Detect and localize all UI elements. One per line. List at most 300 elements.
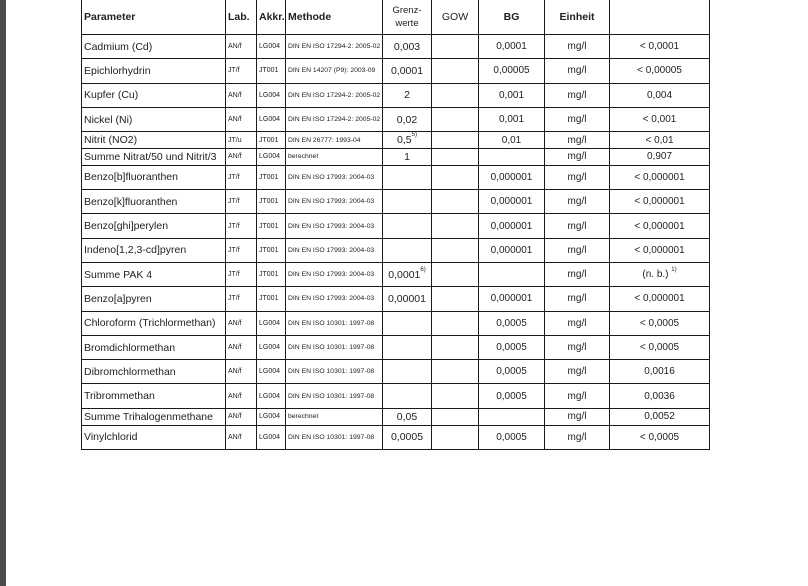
result-cell-text: < 0,0005 [639,317,680,329]
methode-cell-text: DIN EN ISO 17294-2: 2005-02 [288,43,381,51]
bg-cell [479,238,545,262]
methode-cell-text: DIN EN 26777: 1993-04 [288,136,361,144]
gow-cell [432,190,479,214]
result-cell-text: 0,0052 [644,411,675,423]
gow-cell [432,59,479,83]
gow-cell [432,35,479,59]
bg-cell-text: 0,000001 [490,196,533,208]
akkr-cell-text: LG004 [259,433,281,441]
bg-cell-text: 0,001 [498,114,525,126]
lab-cell-text: AN/f [228,368,242,376]
result-cell-text: < 0,000001 [634,220,685,232]
einheit-cell [545,335,610,359]
akkr-cell [257,165,286,189]
lab-cell-text: JT/f [228,222,240,230]
akkr-cell [257,190,286,214]
akkr-cell [257,132,286,149]
methode-cell-text: DIN EN ISO 10301: 1997-08 [288,319,375,327]
result-cell-text: < 0,000001 [634,293,685,305]
akkr-cell-text: JT001 [259,198,279,206]
bg-cell [479,148,545,165]
parameter-cell-text: Vinylchlorid [84,431,138,444]
table-row [82,384,710,408]
bg-cell-text: 0,001 [498,89,525,101]
parameter-cell-text: Summe Nitrat/50 und Nitrit/3 [84,150,217,163]
bg-cell [479,408,545,425]
result-cell-text: < 0,0005 [639,342,680,353]
einheit-cell [545,425,610,449]
grenzwert-cell-text: 2 [404,89,410,102]
methode-cell [286,35,383,59]
einheit-cell-text: mg/l [567,89,587,101]
lab-cell [226,35,257,59]
akkr-cell-text: JT001 [259,136,279,144]
akkr-cell [257,107,286,131]
result-cell [610,214,710,238]
einheit-cell-text: mg/l [567,269,587,281]
result-cell-text: < 0,000001 [634,171,685,183]
methode-cell [286,238,383,262]
bg-cell [479,384,545,408]
grenzwert-cell [383,335,432,359]
akkr-cell-text: JT001 [259,271,279,279]
result-cell-text: < 0,0005 [639,431,680,443]
parameter-cell-text: Summe Trihalogenmethane [84,410,213,423]
parameter-cell-text: Cadmium (Cd) [84,40,153,53]
result-cell [610,384,710,408]
bg-cell [479,335,545,359]
table-row [82,107,710,131]
methode-cell-text: DIN EN 14207 (P9): 2003-09 [288,67,376,75]
table-row [82,214,710,238]
einheit-cell [545,262,610,286]
grenzwert-cell-text: 0,05 [396,410,418,423]
parameter-cell [82,262,226,286]
methode-cell-text: DIN EN ISO 17993: 2004-03 [288,271,375,279]
lab-cell [226,360,257,384]
table-row [82,262,710,286]
result-cell [610,132,710,149]
grenzwert-cell [383,238,432,262]
lab-cell-text: JT/f [228,246,240,254]
bg-cell [479,287,545,311]
bg-cell [479,59,545,83]
lab-cell [226,287,257,311]
grenzwert-cell-text: 1 [404,150,410,163]
akkr-cell [257,148,286,165]
methode-cell [286,59,383,83]
grenzwert-cell [383,148,432,165]
bg-cell [479,311,545,335]
einheit-cell-text: mg/l [567,134,587,146]
table-row [82,408,710,425]
methode-cell [286,165,383,189]
parameter-cell [82,311,226,335]
lab-cell-text: AN/f [228,116,242,124]
parameter-cell [82,59,226,83]
akkr-cell-text: LG004 [259,319,281,327]
akkr-cell [257,360,286,384]
methode-cell-text: DIN EN ISO 17294-2: 2005-02 [288,116,381,124]
akkr-cell [257,262,286,286]
bg-cell-text: 0,0005 [496,431,527,443]
footnote-marker: 5) [411,132,417,139]
gow-cell [432,425,479,449]
lab-cell [226,83,257,107]
akkr-cell-text: JT001 [259,67,279,75]
einheit-cell-text: mg/l [567,390,587,402]
analysis-results-table [81,0,710,450]
table-row [82,35,710,59]
bg-cell [479,360,545,384]
methode-cell [286,384,383,408]
parameter-cell-text: Indeno[1,2,3-cd]pyren [84,244,187,257]
table-row [82,190,710,214]
parameter-cell [82,148,226,165]
grenzwert-cell [383,165,432,189]
parameter-cell [82,35,226,59]
result-cell-text: < 0,001 [642,114,677,126]
einheit-cell [545,132,610,149]
einheit-cell-text: mg/l [567,171,587,183]
gow-cell [432,83,479,107]
lab-cell-text: JT/f [228,198,240,206]
header-akkr: Akkr. [257,0,286,35]
grenzwert-cell [383,287,432,311]
lab-cell-text: JT/f [228,271,240,279]
header-methode: Methode [286,0,383,35]
lab-cell [226,335,257,359]
parameter-cell-text: Dibromchlormethan [84,365,176,378]
lab-cell [226,132,257,149]
einheit-cell [545,287,610,311]
grenzwert-cell-text: 0,5 [397,134,412,147]
result-cell [610,35,710,59]
parameter-cell-text: Summe PAK 4 [84,268,153,281]
table-row [82,425,710,449]
einheit-cell-text: mg/l [567,293,587,305]
bg-cell [479,425,545,449]
einheit-cell [545,59,610,83]
akkr-cell-text: LG004 [259,413,281,421]
lab-cell-text: AN/f [228,91,242,99]
lab-cell [226,311,257,335]
gow-cell [432,335,479,359]
lab-cell [226,148,257,165]
akkr-cell-text: JT001 [259,246,279,254]
akkr-cell [257,35,286,59]
header-bg: BG [479,0,545,35]
header-result [610,0,710,35]
methode-cell [286,335,383,359]
methode-cell [286,360,383,384]
result-cell-text: 0,0036 [644,390,675,402]
methode-cell-text: DIN EN ISO 10301: 1997-08 [288,368,375,376]
table-row [82,287,710,311]
parameter-cell [82,132,226,149]
result-cell-text: < 0,000001 [634,196,685,208]
akkr-cell [257,311,286,335]
parameter-cell-text: Benzo[k]fluoranthen [84,195,178,208]
result-cell-text: 0,907 [646,151,673,163]
lab-cell [226,262,257,286]
akkr-cell-text: JT001 [259,222,279,230]
result-cell [610,107,710,131]
grenzwert-cell [383,107,432,131]
footnote-marker: 6) [420,266,426,273]
grenzwert-cell [383,408,432,425]
parameter-cell-text: Benzo[ghi]perylen [84,220,169,233]
bg-cell-text: 0,000001 [490,220,533,232]
result-cell [610,360,710,384]
result-cell [610,287,710,311]
methode-cell [286,83,383,107]
gow-cell [432,214,479,238]
akkr-cell [257,384,286,408]
lab-cell-text: AN/f [228,413,242,421]
result-cell [610,311,710,335]
result-cell-text: (n. b.) [642,269,669,281]
result-cell-text: < 0,000001 [634,244,685,256]
lab-cell-text: AN/f [228,319,242,327]
bg-cell-text: 0,0001 [496,41,527,53]
einheit-cell-text: mg/l [567,366,587,378]
lab-cell [226,425,257,449]
methode-cell [286,107,383,131]
parameter-cell [82,425,226,449]
lab-cell-text: AN/f [228,344,242,351]
grenzwert-cell [383,132,432,149]
lab-cell-text: AN/f [228,392,242,400]
table-row [82,335,710,359]
lab-cell-text: AN/f [228,153,242,161]
bg-cell-text: 0,0005 [496,366,527,378]
einheit-cell-text: mg/l [567,342,587,353]
einheit-cell [545,35,610,59]
parameter-cell-text: Tribrommethan [84,390,155,403]
grenzwert-cell [383,425,432,449]
lab-cell [226,384,257,408]
grenzwert-cell-text: 0,003 [393,40,421,53]
parameter-cell [82,408,226,425]
result-cell [610,262,710,286]
einheit-cell [545,360,610,384]
lab-cell [226,408,257,425]
grenzwert-cell-text: 0,0001 [388,268,421,281]
bg-cell-text: 0,000001 [490,244,533,256]
grenzwert-cell-text: 0,0005 [390,431,424,444]
methode-cell-text: DIN EN ISO 10301: 1997-08 [288,433,375,441]
grenzwert-cell [383,35,432,59]
header-lab: Lab. [226,0,257,35]
table-row [82,83,710,107]
result-cell [610,408,710,425]
result-cell-text: 0,0016 [644,366,675,378]
methode-cell-text: DIN EN ISO 17993: 2004-03 [288,295,375,303]
result-cell [610,83,710,107]
grenzwert-cell [383,384,432,408]
lab-cell [226,59,257,83]
methode-cell-text: DIN EN ISO 17993: 2004-03 [288,222,375,230]
gow-cell [432,148,479,165]
result-cell-text: < 0,0001 [639,41,680,53]
lab-cell-text: JT/f [228,295,240,303]
grenzwert-cell [383,83,432,107]
parameter-cell-text: Nitrit (NO2) [84,134,138,147]
result-cell [610,59,710,83]
grenzwert-cell [383,190,432,214]
lab-cell [226,214,257,238]
methode-cell [286,148,383,165]
footnote-marker: 1) [671,267,677,274]
einheit-cell-text: mg/l [567,196,587,208]
table-row [82,59,710,83]
header-parameter: Parameter [82,0,226,35]
methode-cell-text: berechnet [288,153,319,161]
parameter-cell-text: Benzo[b]fluoranthen [84,171,178,184]
parameter-cell-text: Epichlorhydrin [84,64,151,77]
akkr-cell-text: LG004 [259,368,281,376]
table-row [82,148,710,165]
result-cell-text: < 0,01 [645,134,674,146]
table-row [82,165,710,189]
gow-cell [432,132,479,149]
einheit-cell-text: mg/l [567,151,587,163]
grenzwert-cell [383,360,432,384]
gow-cell [432,360,479,384]
methode-cell-text: DIN EN ISO 10301: 1997-08 [288,344,375,351]
methode-cell [286,287,383,311]
einheit-cell-text: mg/l [567,114,587,126]
bg-cell-text: 0,0005 [496,342,527,353]
parameter-cell-text: Bromdichlormethan [84,341,176,354]
methode-cell [286,425,383,449]
result-cell [610,238,710,262]
gow-cell [432,311,479,335]
header-grenzwerte-line2: werte [395,18,419,29]
methode-cell-text: DIN EN ISO 17993: 2004-03 [288,246,375,254]
parameter-cell [82,83,226,107]
akkr-cell-text: JT001 [259,173,279,181]
bg-cell-text: 0,0005 [496,317,527,329]
parameter-cell-text: Kupfer (Cu) [84,89,139,102]
methode-cell [286,408,383,425]
akkr-cell-text: LG004 [259,392,281,400]
parameter-cell [82,107,226,131]
akkr-cell [257,83,286,107]
bg-cell [479,132,545,149]
table-row [82,238,710,262]
bg-cell-text: 0,00005 [493,65,530,77]
parameter-cell [82,214,226,238]
akkr-cell [257,214,286,238]
result-cell-text: 0,004 [646,89,673,101]
gow-cell [432,238,479,262]
lab-cell-text: JT/u [228,136,242,144]
akkr-cell [257,59,286,83]
parameter-cell [82,165,226,189]
methode-cell [286,132,383,149]
einheit-cell [545,238,610,262]
methode-cell [286,262,383,286]
akkr-cell [257,408,286,425]
lab-cell [226,165,257,189]
methode-cell-text: berechnet [288,413,319,421]
akkr-cell [257,287,286,311]
akkr-cell [257,425,286,449]
table-row [82,132,710,149]
parameter-cell-text: Benzo[a]pyren [84,292,152,305]
result-cell-text: < 0,00005 [637,65,682,77]
parameter-cell [82,384,226,408]
akkr-cell-text: LG004 [259,344,281,351]
akkr-cell-text: LG004 [259,43,281,51]
methode-cell-text: DIN EN ISO 17993: 2004-03 [288,198,375,206]
einheit-cell [545,311,610,335]
einheit-cell [545,148,610,165]
einheit-cell-text: mg/l [567,411,587,423]
akkr-cell-text: LG004 [259,153,281,161]
lab-cell [226,107,257,131]
grenzwert-cell [383,262,432,286]
einheit-cell [545,107,610,131]
bg-cell-text: 0,01 [501,134,522,146]
methode-cell-text: DIN EN ISO 17993: 2004-03 [288,173,375,181]
parameter-cell-text: Chloroform (Trichlormethan) [84,317,216,330]
einheit-cell [545,214,610,238]
bg-cell [479,83,545,107]
parameter-cell [82,238,226,262]
bg-cell-text: 0,0005 [496,390,527,402]
akkr-cell [257,238,286,262]
lab-cell-text: AN/f [228,43,242,51]
einheit-cell-text: mg/l [567,41,587,53]
parameter-cell-text: Nickel (Ni) [84,113,133,126]
methode-cell-text: DIN EN ISO 17294-2: 2005-02 [288,91,381,99]
grenzwert-cell [383,311,432,335]
bg-cell [479,262,545,286]
grenzwert-cell [383,59,432,83]
lab-cell-text: JT/f [228,67,240,75]
gow-cell [432,408,479,425]
grenzwert-cell-text: 0,02 [396,113,418,126]
bg-cell-text: 0,000001 [490,171,533,183]
table-row [82,360,710,384]
einheit-cell [545,190,610,214]
einheit-cell-text: mg/l [567,317,587,329]
header-grenzwerte [383,0,432,35]
result-cell [610,190,710,214]
bg-cell [479,107,545,131]
gow-cell [432,262,479,286]
einheit-cell-text: mg/l [567,220,587,232]
einheit-cell [545,83,610,107]
parameter-cell [82,190,226,214]
header-einheit: Einheit [545,0,610,35]
lab-cell-text: JT/f [228,173,240,181]
parameter-cell [82,287,226,311]
grenzwert-cell-text: 0,00001 [388,292,426,305]
gow-cell [432,107,479,131]
parameter-cell [82,335,226,359]
viewer-left-edge [0,0,6,586]
result-cell [610,148,710,165]
einheit-cell-text: mg/l [567,244,587,256]
grenzwert-cell [383,214,432,238]
result-cell [610,335,710,359]
akkr-cell-text: LG004 [259,116,281,124]
methode-cell [286,190,383,214]
